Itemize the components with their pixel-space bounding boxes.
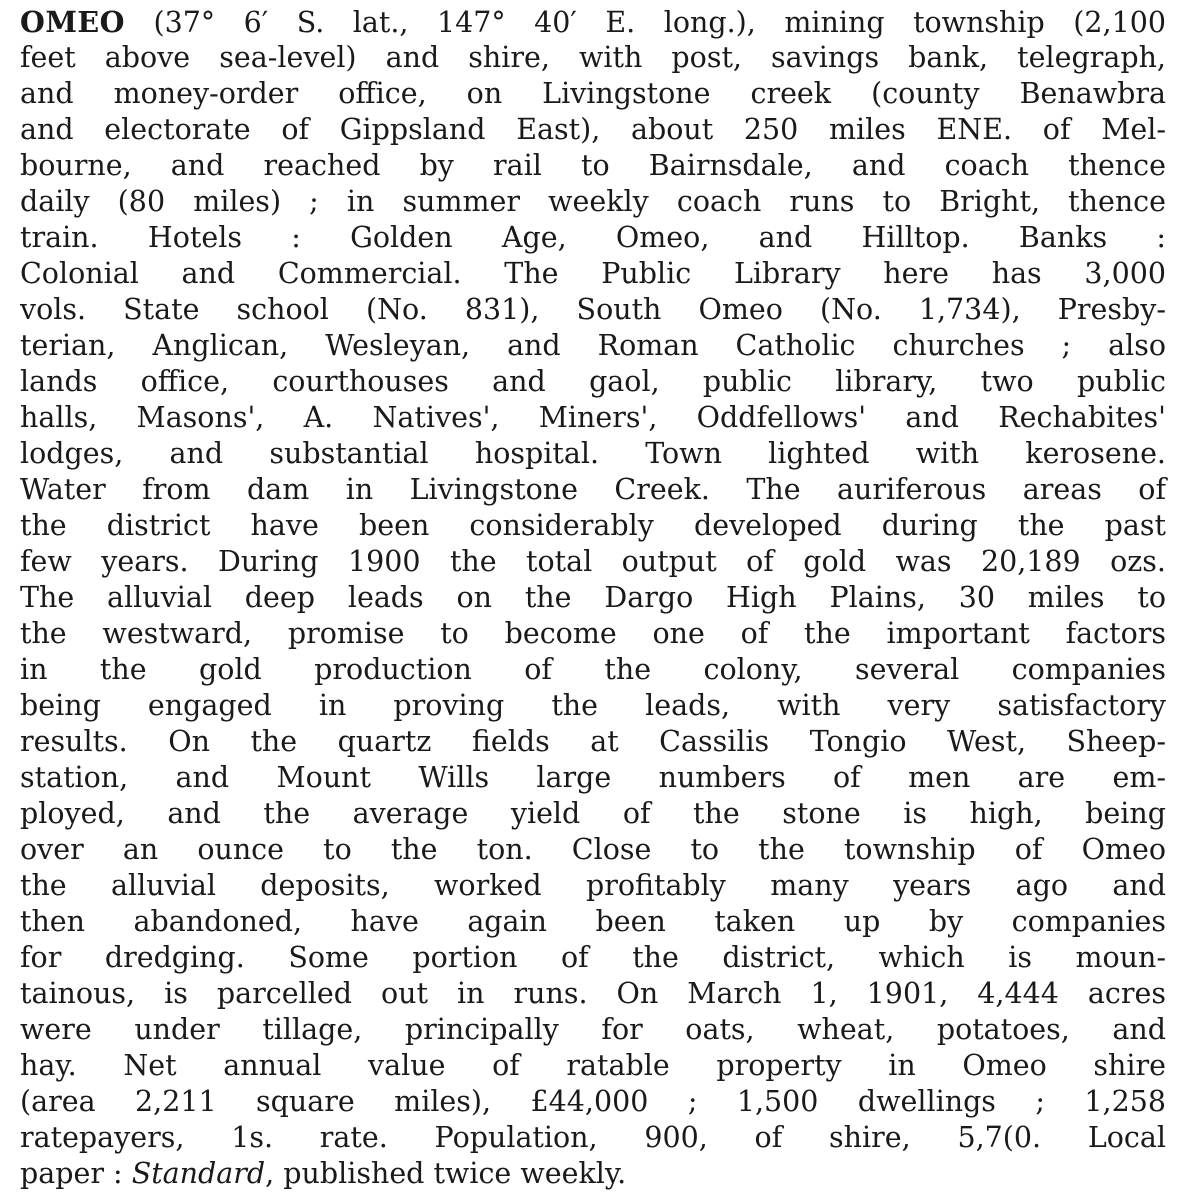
text-line-6: daily (80 miles) ; in summer weekly coach runs to Bright, thence bbox=[20, 185, 1166, 218]
text-line-4: and electorate of Gippsland East), about 250 miles ENE. of Mel- bbox=[20, 113, 1166, 146]
text-line-5: bourne, and reached by rail to Bairnsdale, and coach thence bbox=[20, 149, 1166, 182]
text-line-15: the district have been considerably developed during the past bbox=[20, 509, 1166, 542]
text-line-29: were under tillage, principally for oats, wheat, potatoes, and bbox=[20, 1013, 1166, 1046]
text-line-26: then abandoned, have again been taken up by companies bbox=[20, 905, 1166, 938]
text-line-10: terian, Anglican, Wesleyan, and Roman Catholic churches ; also bbox=[20, 329, 1166, 362]
line-suffix: , published twice weekly. bbox=[265, 1157, 627, 1190]
text-line-18: the westward, promise to become one of the important factors bbox=[20, 617, 1166, 650]
line-text: (37° 6′ S. lat., 147° 40′ E. long.), mining township (2,100 bbox=[124, 6, 1166, 39]
text-line-11: lands office, courthouses and gaol, public library, two public bbox=[20, 365, 1166, 398]
text-line-32: ratepayers, 1s. rate. Population, 900, of shire, 5,7(0. Local bbox=[20, 1121, 1166, 1154]
text-line-33 bbox=[20, 1156, 1166, 1192]
text-line-2: feet above sea-level) and shire, with post, savings bank, telegraph, bbox=[20, 41, 1166, 74]
text-line-17: The alluvial deep leads on the Dargo High Plains, 30 miles to bbox=[20, 581, 1166, 614]
text-line-22: station, and Mount Wills large numbers of men are em- bbox=[20, 761, 1166, 794]
text-line-27: for dredging. Some portion of the district, which is moun- bbox=[20, 941, 1166, 974]
text-line-23: ployed, and the average yield of the stone is high, being bbox=[20, 797, 1166, 830]
text-line-3: and money-order office, on Livingstone creek (county Benawbra bbox=[20, 77, 1166, 110]
text-line-28: tainous, is parcelled out in runs. On March 1, 1901, 4,444 acres bbox=[20, 977, 1166, 1010]
text-line-25: the alluvial deposits, worked profitably many years ago and bbox=[20, 869, 1166, 902]
text-line-9: vols. State school (No. 831), South Omeo (No. 1,734), Presby- bbox=[20, 293, 1166, 326]
encyclopedia-entry bbox=[20, 4, 1166, 1192]
text-line-20: being engaged in proving the leads, with very satisfactory bbox=[20, 689, 1166, 722]
text-line-12: halls, Masons', A. Natives', Miners', Oddfellows' and Rechabites' bbox=[20, 401, 1166, 434]
text-line-13: lodges, and substantial hospital. Town lighted with kerosene. bbox=[20, 437, 1166, 470]
text-line-8: Colonial and Commercial. The Public Library here has 3,000 bbox=[20, 257, 1166, 290]
text-line-7: train. Hotels : Golden Age, Omeo, and Hilltop. Banks : bbox=[20, 221, 1166, 254]
newspaper-title: Standard bbox=[131, 1157, 266, 1190]
text-line-1 bbox=[20, 4, 1166, 40]
text-line-19: in the gold production of the colony, several companies bbox=[20, 653, 1166, 686]
text-line-14: Water from dam in Livingstone Creek. The auriferous areas of bbox=[20, 473, 1166, 506]
text-line-30: hay. Net annual value of ratable property in Omeo shire bbox=[20, 1049, 1166, 1082]
text-line-16: few years. During 1900 the total output of gold was 20,189 ozs. bbox=[20, 545, 1166, 578]
line-prefix: paper : bbox=[20, 1157, 132, 1190]
text-line-21: results. On the quartz fields at Cassilis Tongio West, Sheep- bbox=[20, 725, 1166, 758]
headword: OMEO bbox=[20, 5, 125, 39]
text-line-24: over an ounce to the ton. Close to the township of Omeo bbox=[20, 833, 1166, 866]
text-line-31: (area 2,211 square miles), £44,000 ; 1,500 dwellings ; 1,258 bbox=[20, 1085, 1166, 1118]
